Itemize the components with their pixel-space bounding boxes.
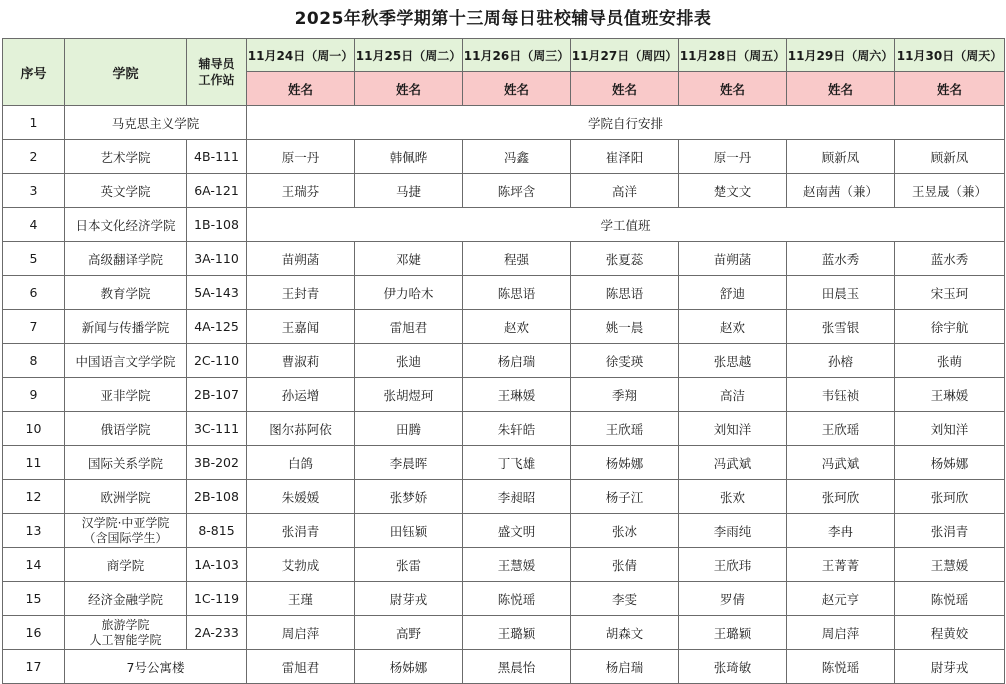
header-station-line2: 工作站 xyxy=(198,73,235,87)
row-station: 1A-103 xyxy=(187,548,247,582)
row-index: 11 xyxy=(3,446,65,480)
duty-name-cell: 田钰颖 xyxy=(355,514,463,548)
duty-name-cell: 王欣瑶 xyxy=(571,412,679,446)
row-station: 5A-143 xyxy=(187,276,247,310)
row-station: 2C-110 xyxy=(187,344,247,378)
duty-name-cell: 苗朔菡 xyxy=(679,242,787,276)
header-day: 11月30日（周天） xyxy=(895,39,1005,72)
row-station: 3A-110 xyxy=(187,242,247,276)
row-college: 国际关系学院 xyxy=(65,446,187,480)
duty-name-cell: 丁飞雄 xyxy=(463,446,571,480)
duty-name-cell: 王欣瑶 xyxy=(787,412,895,446)
duty-name-cell: 王瑾 xyxy=(247,582,355,616)
duty-name-cell: 杨子江 xyxy=(571,480,679,514)
duty-name-cell: 杨姊娜 xyxy=(571,446,679,480)
header-name: 姓名 xyxy=(895,72,1005,106)
header-day: 11月26日（周三） xyxy=(463,39,571,72)
duty-name-cell: 田腾 xyxy=(355,412,463,446)
duty-name-cell: 张雪银 xyxy=(787,310,895,344)
duty-name-cell: 王琳媛 xyxy=(895,378,1005,412)
duty-name-cell: 李昶昭 xyxy=(463,480,571,514)
row-college xyxy=(65,616,187,650)
duty-name-cell: 雷旭君 xyxy=(247,650,355,684)
duty-name-cell: 张梦娇 xyxy=(355,480,463,514)
duty-name-cell: 张倩 xyxy=(571,548,679,582)
header-day: 11月25日（周二） xyxy=(355,39,463,72)
duty-name-cell: 艾勃成 xyxy=(247,548,355,582)
duty-name-cell: 陈悦瑶 xyxy=(787,650,895,684)
duty-name-cell: 刘知洋 xyxy=(895,412,1005,446)
duty-name-cell: 马捷 xyxy=(355,174,463,208)
row-station: 4A-125 xyxy=(187,310,247,344)
row-index: 17 xyxy=(3,650,65,684)
duty-name-cell: 王璐颖 xyxy=(679,616,787,650)
duty-name-cell: 原一丹 xyxy=(679,140,787,174)
duty-name-cell: 顾新凤 xyxy=(895,140,1005,174)
duty-name-cell: 尉芽戎 xyxy=(355,582,463,616)
header-station xyxy=(187,39,247,106)
header-name: 姓名 xyxy=(355,72,463,106)
row-college-line1: 旅游学院 xyxy=(101,617,150,632)
table-row xyxy=(3,174,1005,208)
row-college xyxy=(65,514,187,548)
row-college: 日本文化经济学院 xyxy=(65,208,187,242)
row-college: 经济金融学院 xyxy=(65,582,187,616)
duty-name-cell: 王璐颖 xyxy=(463,616,571,650)
duty-name-cell: 黑晨怡 xyxy=(463,650,571,684)
duty-name-cell: 王慧媛 xyxy=(895,548,1005,582)
row-college: 马克思主义学院 xyxy=(65,106,247,140)
duty-name-cell: 王昱晟（兼） xyxy=(895,174,1005,208)
header-name: 姓名 xyxy=(463,72,571,106)
duty-name-cell: 徐雯瑛 xyxy=(571,344,679,378)
row-college: 中国语言文学学院 xyxy=(65,344,187,378)
duty-name-cell: 王欣玮 xyxy=(679,548,787,582)
row-index: 12 xyxy=(3,480,65,514)
duty-name-cell: 孙运增 xyxy=(247,378,355,412)
row-college: 新闻与传播学院 xyxy=(65,310,187,344)
row-station: 2A-233 xyxy=(187,616,247,650)
row-college: 英文学院 xyxy=(65,174,187,208)
duty-name-cell: 图尔荪阿依 xyxy=(247,412,355,446)
duty-name-cell: 曹淑莉 xyxy=(247,344,355,378)
header-day: 11月24日（周一） xyxy=(247,39,355,72)
header-day: 11月27日（周四） xyxy=(571,39,679,72)
duty-name-cell: 王嘉闻 xyxy=(247,310,355,344)
duty-name-cell: 张胡煜珂 xyxy=(355,378,463,412)
row-station: 4B-111 xyxy=(187,140,247,174)
table-row xyxy=(3,650,1005,684)
row-index: 4 xyxy=(3,208,65,242)
duty-name-cell: 周启萍 xyxy=(247,616,355,650)
row-college: 高级翻译学院 xyxy=(65,242,187,276)
table-row xyxy=(3,480,1005,514)
duty-name-cell: 陈思语 xyxy=(571,276,679,310)
duty-name-cell: 冯鑫 xyxy=(463,140,571,174)
row-college: 商学院 xyxy=(65,548,187,582)
row-station: 2B-107 xyxy=(187,378,247,412)
duty-name-cell: 蓝水秀 xyxy=(787,242,895,276)
duty-name-cell: 原一丹 xyxy=(247,140,355,174)
duty-name-cell: 韩佩晔 xyxy=(355,140,463,174)
row-college: 亚非学院 xyxy=(65,378,187,412)
duty-name-cell: 赵欢 xyxy=(463,310,571,344)
duty-name-cell: 张思越 xyxy=(679,344,787,378)
row-index: 10 xyxy=(3,412,65,446)
duty-name-cell: 宋玉珂 xyxy=(895,276,1005,310)
table-row xyxy=(3,582,1005,616)
duty-name-cell: 朱轩皓 xyxy=(463,412,571,446)
duty-name-cell: 田晨玉 xyxy=(787,276,895,310)
duty-name-cell: 李晨晖 xyxy=(355,446,463,480)
duty-name-cell: 冯武斌 xyxy=(787,446,895,480)
duty-name-cell: 张夏蕊 xyxy=(571,242,679,276)
duty-name-cell: 赵欢 xyxy=(679,310,787,344)
duty-name-cell: 崔泽阳 xyxy=(571,140,679,174)
row-station: 8-815 xyxy=(187,514,247,548)
duty-name-cell: 徐宇航 xyxy=(895,310,1005,344)
row-station: 6A-121 xyxy=(187,174,247,208)
duty-name-cell: 伊力哈木 xyxy=(355,276,463,310)
duty-name-cell: 孙榕 xyxy=(787,344,895,378)
duty-name-cell: 刘知洋 xyxy=(679,412,787,446)
row-index: 5 xyxy=(3,242,65,276)
row-merged-note: 学院自行安排 xyxy=(247,106,1005,140)
duty-name-cell: 张萌 xyxy=(895,344,1005,378)
table-row xyxy=(3,242,1005,276)
row-index: 3 xyxy=(3,174,65,208)
row-college: 俄语学院 xyxy=(65,412,187,446)
row-index: 14 xyxy=(3,548,65,582)
duty-name-cell: 杨启瑞 xyxy=(571,650,679,684)
row-index: 1 xyxy=(3,106,65,140)
duty-name-cell: 高野 xyxy=(355,616,463,650)
duty-name-cell: 杨姊娜 xyxy=(895,446,1005,480)
duty-name-cell: 张雷 xyxy=(355,548,463,582)
duty-name-cell: 程强 xyxy=(463,242,571,276)
row-college-line2: （含国际学生） xyxy=(83,530,168,545)
table-row xyxy=(3,276,1005,310)
duty-name-cell: 李雨纯 xyxy=(679,514,787,548)
duty-name-cell: 陈悦瑶 xyxy=(463,582,571,616)
duty-name-cell: 张珂欣 xyxy=(895,480,1005,514)
row-college-line1: 汉学院·中亚学院 xyxy=(81,515,170,530)
row-college: 欧洲学院 xyxy=(65,480,187,514)
header-name: 姓名 xyxy=(679,72,787,106)
duty-name-cell: 高洋 xyxy=(571,174,679,208)
duty-name-cell: 陈悦瑶 xyxy=(895,582,1005,616)
table-row xyxy=(3,514,1005,548)
duty-name-cell: 李冉 xyxy=(787,514,895,548)
duty-name-cell: 王菁菁 xyxy=(787,548,895,582)
duty-name-cell: 季翔 xyxy=(571,378,679,412)
row-college: 教育学院 xyxy=(65,276,187,310)
header-index: 序号 xyxy=(3,39,65,106)
duty-name-cell: 朱媛媛 xyxy=(247,480,355,514)
duty-name-cell: 胡森文 xyxy=(571,616,679,650)
row-index: 6 xyxy=(3,276,65,310)
duty-name-cell: 杨姊娜 xyxy=(355,650,463,684)
duty-name-cell: 白鸽 xyxy=(247,446,355,480)
table-row xyxy=(3,548,1005,582)
row-station: 1C-119 xyxy=(187,582,247,616)
row-index: 9 xyxy=(3,378,65,412)
duty-name-cell: 王瑞芬 xyxy=(247,174,355,208)
duty-name-cell: 张欢 xyxy=(679,480,787,514)
duty-name-cell: 韦钰祯 xyxy=(787,378,895,412)
header-day: 11月28日（周五） xyxy=(679,39,787,72)
duty-name-cell: 冯武斌 xyxy=(679,446,787,480)
duty-name-cell: 张冰 xyxy=(571,514,679,548)
duty-name-cell: 王封青 xyxy=(247,276,355,310)
row-index: 7 xyxy=(3,310,65,344)
row-station: 3C-111 xyxy=(187,412,247,446)
row-merged-note: 学工值班 xyxy=(247,208,1005,242)
row-index: 2 xyxy=(3,140,65,174)
row-index: 16 xyxy=(3,616,65,650)
duty-name-cell: 赵元亨 xyxy=(787,582,895,616)
duty-name-cell: 罗倩 xyxy=(679,582,787,616)
page-title: 2025年秋季学期第十三周每日驻校辅导员值班安排表 xyxy=(294,9,712,29)
duty-name-cell: 舒迪 xyxy=(679,276,787,310)
duty-name-cell: 张涓青 xyxy=(895,514,1005,548)
row-index: 13 xyxy=(3,514,65,548)
duty-name-cell: 张涓青 xyxy=(247,514,355,548)
duty-name-cell: 程黄姣 xyxy=(895,616,1005,650)
duty-name-cell: 赵南茜（兼） xyxy=(787,174,895,208)
duty-name-cell: 高洁 xyxy=(679,378,787,412)
header-station-line1: 辅导员 xyxy=(198,57,235,71)
table-row xyxy=(3,616,1005,650)
duty-name-cell: 杨启瑞 xyxy=(463,344,571,378)
duty-name-cell: 顾新凤 xyxy=(787,140,895,174)
duty-name-cell: 王慧媛 xyxy=(463,548,571,582)
header-name: 姓名 xyxy=(787,72,895,106)
header-day: 11月29日（周六） xyxy=(787,39,895,72)
row-station: 2B-108 xyxy=(187,480,247,514)
table-row xyxy=(3,412,1005,446)
row-college-line2: 人工智能学院 xyxy=(89,632,162,647)
duty-name-cell: 姚一晨 xyxy=(571,310,679,344)
duty-name-cell: 陈坪含 xyxy=(463,174,571,208)
duty-name-cell: 王琳媛 xyxy=(463,378,571,412)
header-name: 姓名 xyxy=(247,72,355,106)
table-row xyxy=(3,446,1005,480)
header-college: 学院 xyxy=(65,39,187,106)
duty-name-cell: 邓婕 xyxy=(355,242,463,276)
row-station: 3B-202 xyxy=(187,446,247,480)
duty-name-cell: 盛文明 xyxy=(463,514,571,548)
table-row xyxy=(3,344,1005,378)
duty-name-cell: 李雯 xyxy=(571,582,679,616)
header-name: 姓名 xyxy=(571,72,679,106)
row-index: 15 xyxy=(3,582,65,616)
row-index: 8 xyxy=(3,344,65,378)
duty-name-cell: 楚文文 xyxy=(679,174,787,208)
duty-name-cell: 雷旭君 xyxy=(355,310,463,344)
duty-name-cell: 周启萍 xyxy=(787,616,895,650)
table-row xyxy=(3,378,1005,412)
table-row xyxy=(3,106,1005,140)
table-row xyxy=(3,310,1005,344)
row-college: 7号公寓楼 xyxy=(65,650,247,684)
table-row xyxy=(3,140,1005,174)
duty-name-cell: 陈思语 xyxy=(463,276,571,310)
duty-name-cell: 张迪 xyxy=(355,344,463,378)
row-college: 艺术学院 xyxy=(65,140,187,174)
duty-name-cell: 苗朔菡 xyxy=(247,242,355,276)
duty-schedule-table xyxy=(2,38,1005,684)
duty-name-cell: 蓝水秀 xyxy=(895,242,1005,276)
table-row xyxy=(3,208,1005,242)
duty-name-cell: 张珂欣 xyxy=(787,480,895,514)
row-station: 1B-108 xyxy=(187,208,247,242)
duty-name-cell: 尉芽戎 xyxy=(895,650,1005,684)
duty-name-cell: 张琦敏 xyxy=(679,650,787,684)
